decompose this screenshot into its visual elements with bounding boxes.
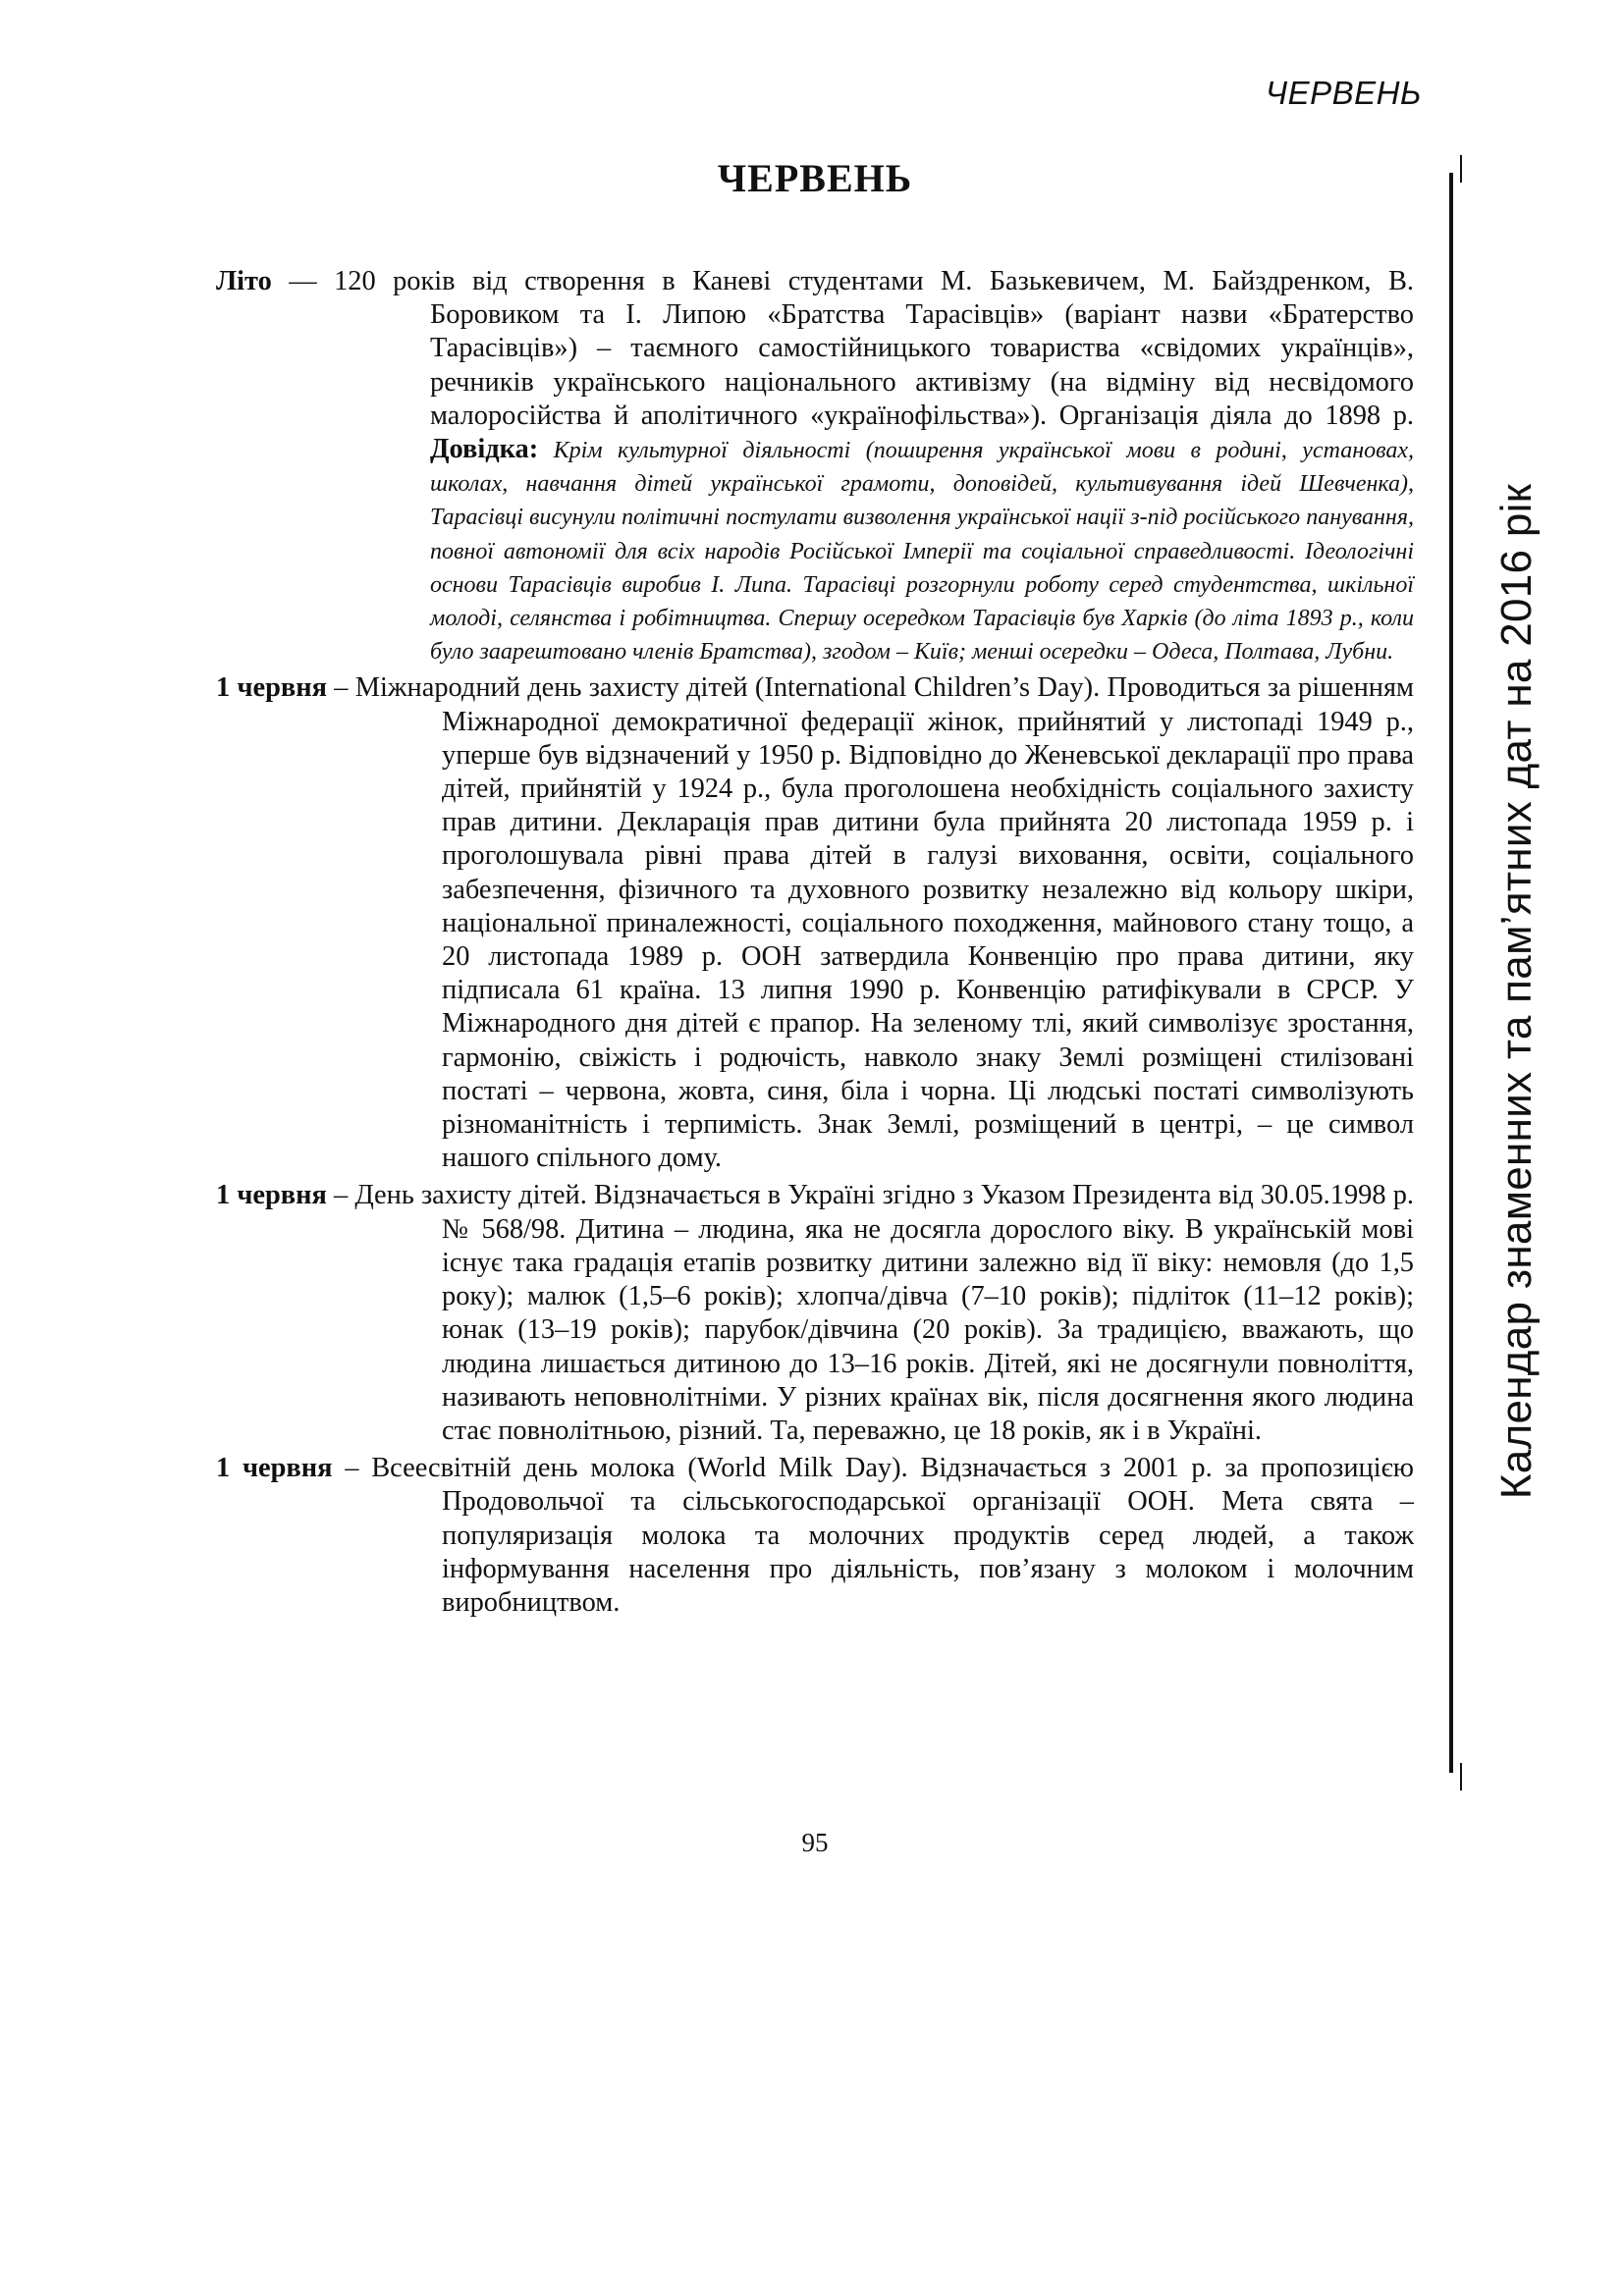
entry-date-label: 1 червня [216,1453,333,1484]
entry-summer [216,265,1414,667]
sidebar-vertical-title: Календар знаменних та пам’ятних дат на 2016 рік [1492,483,1541,1500]
sidebar-title-area [1473,432,1561,1551]
sidebar-rule-bottom-tip [1460,1763,1462,1790]
entry-note-label: Довідка: [430,434,539,465]
entry-date-label: Літо [216,266,272,296]
entry-text: 120 років від створення в Каневі студентами М. Базькевичем, М. Байздренком, В. Боровиком та І. Липою «Братства Тарасівців» (варіант назви «Братерство Тарасівців») – таємного самостійницького товариства «свідомих українців», речників українського національного активізму (на відміну від несвідомого малоросійства й аполітичного «українофільства»). Організація діяла до 1898 р. [334,266,1414,431]
entry-children-day-ukraine [216,1179,1414,1448]
running-header: ЧЕРВЕНЬ [1265,75,1422,111]
sidebar-rule [1449,173,1453,1773]
entry-text: День захисту дітей. Відзначається в Україні згідно з Указом Президента від 30.05.1998 р. № 568/98. Дитина – людина, яка не досягла дорослого віку. В українській мові існує така градація етапів розвитку дитини залежно від її віку: немовля (до 1,5 року); малюк (1,5–6 років); хлопча/дівча (7–10 років); підліток (11–12 років); юнак (13–19 років); парубок/дівчина (20 років). За традицією, вважають, що людина лишається дитиною до 13–16 років. Дітей, які не досягнули повноліття, називають неповнолітніми. У різних країнах вік, після досягнення якого людина стає повнолітньою, різний. Та, переважно, це 18 років, як і в Україні. [354,1180,1415,1446]
entry-children-day-international [216,671,1414,1175]
page-number: 95 [801,1828,829,1857]
entry-date-label: 1 червня [216,672,327,704]
entry-date-label: 1 червня [216,1180,327,1211]
sidebar-rule-top-tip [1460,155,1462,183]
entry-world-milk-day [216,1452,1414,1620]
entry-note-text: Крім культурної діяльності (поширення української мови в родині, установах, школах, навчання дітей української грамоти, доповідей, культивування ідей Шевченка), Тарасівці висунули політичні постулати визволення української нації з-під російського панування, повної автономії для всіх народів Російської Імперії та соціальної справедливості. Ідеологічні основи Тарасівців виробив І. Липа. Тарасівці розгорнули роботу серед студентства, шкільної молоді, селянства і робітництва. Спершу осередком Тарасівців був Харків (до літа 1893 р., коли було заарештовано членів Братства), згодом – Київ; менші осередки – Одеса, Полтава, Лубни. [430,438,1414,666]
entry-text: Всеесвітній день молока (World Milk Day). Відзначається з 2001 р. за пропозицією Продовольчої та сільськогосподарської організації ООН. Мета свята – популяризація молока та молочних продуктів серед людей, а також інформування населення про діяльність, пов’язану з молоком і молочним виробництвом. [371,1453,1414,1618]
entry-separator: – [326,672,355,704]
entry-text: Міжнародний день захисту дітей (International Children’s Day). Проводиться за рішенням Міжнародної демократичної федерації жінок, прийнятий у листопаді 1949 р., уперше був відзначений у 1950 р. Відповідно до Женевської декларації про права дітей, прийнятій у 1924 р., була проголошена необхідність соціального захисту прав дитини. Декларація прав дитини була прийнята 20 листопада 1959 р. і проголошувала рівні права дітей в галузі виховання, освіти, соціального забезпечення, фізичного та духовного розвитку незалежно від кольору шкіри, національної приналежності, соціального походження, майнового стану тощо, а 20 листопада 1989 р. ООН затвердила Конвенцію про права дитини, яку підписала 61 країна. 13 липня 1990 р. Конвенцію ратифікували в СРСР. У Міжнародного дня дітей є прапор. На зеленому тлі, який символізує зростання, гармонію, свіжість і родючість, навколо знаку Землі розміщені стилізовані постаті – червона, жовта, синя, біла і чорна. Ці людські постаті символізують різноманітність і терпимість. Знак Землі, розміщений в центрі, – це символ нашого спільного дому. [354,672,1414,1174]
entry-separator: – [326,1180,355,1211]
page-title: ЧЕРВЕНЬ [717,156,913,200]
entry-separator: – [332,1453,372,1484]
entries-list [216,265,1414,1624]
entry-separator: — [271,266,335,296]
